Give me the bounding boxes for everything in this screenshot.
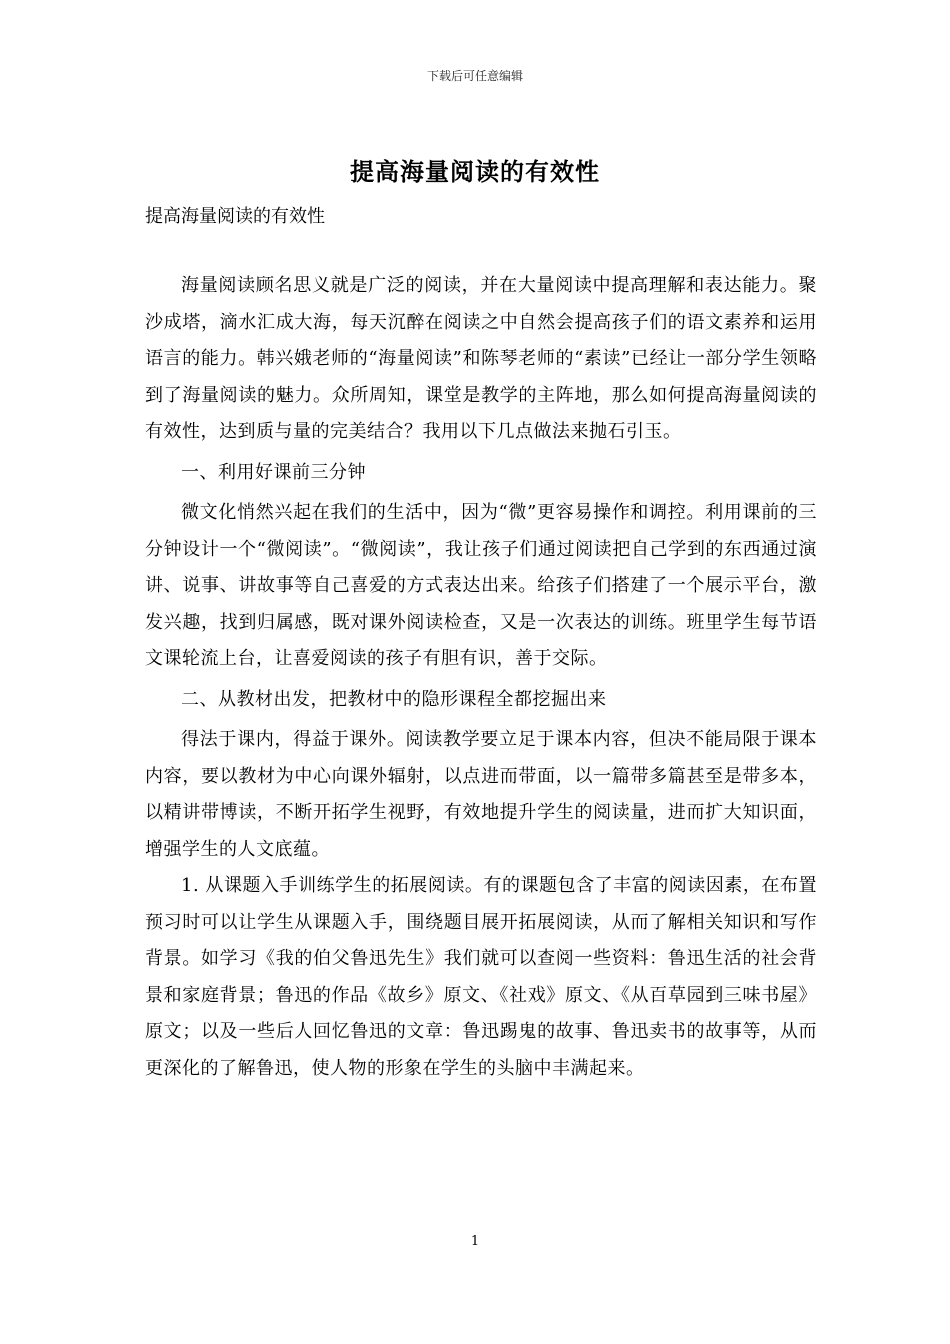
page-number: 1	[470, 1234, 480, 1249]
document-title: 提高海量阅读的有效性	[350, 157, 600, 186]
paragraph-section-1: 微文化悄然兴起在我们的生活中，因为“微”更容易操作和调控。利用课前的三分钟设计一个“微阅读”。“微阅读”，我让孩子们通过阅读把自己学到的东西通过演讲、说事、讲故事等自己喜爱的方式表达出来。给孩子们搭建了一个展示平台，激发兴趣，找到归属感，既对课外阅读检查，又是一次表达的训练。班里学生每节语文课轮流上台，让喜爱阅读的孩子有胆有识，善于交际。	[145, 502, 817, 669]
document-body	[145, 268, 817, 1087]
document-subtitle: 提高海量阅读的有效性	[145, 206, 325, 227]
paragraph-section-2: 得法于课内，得益于课外。阅读教学要立足于课本内容，但决不能局限于课本内容，要以教材为中心向课外辐射，以点进而带面，以一篇带多篇甚至是带多本，以精讲带博读，不断开拓学生视野，有效地提升学生的阅读量，进而扩大知识面，增强学生的人文底蕴。	[145, 729, 817, 860]
paragraph-point-1: 1. 从课题入手训练学生的拓展阅读。有的课题包含了丰富的阅读因素，在布置预习时可以让学生从课题入手，围绕题目展开拓展阅读，从而了解相关知识和写作背景。如学习《我的伯父鲁迅先生》我们就可以查阅一些资料：鲁迅生活的社会背景和家庭背景；鲁迅的作品《故乡》原文、《社戏》原文、《从百草园到三味书屋》原文；以及一些后人回忆鲁迅的文章：鲁迅踢鬼的故事、鲁迅卖书的故事等，从而更深化的了解鲁迅，使人物的形象在学生的头脑中丰满起来。	[145, 875, 817, 1079]
section-heading-1: 一、利用好课前三分钟	[181, 461, 366, 483]
page-header-note: 下载后可任意编辑	[426, 69, 523, 83]
section-heading-2: 二、从教材出发，把教材中的隐形课程全都挖掘出来	[181, 688, 607, 710]
paragraph-intro: 海量阅读顾名思义就是广泛的阅读，并在大量阅读中提高理解和表达能力。聚沙成塔，滴水汇成大海，每天沉醉在阅读之中自然会提高孩子们的语文素养和运用语言的能力。韩兴娥老师的“海量阅读”和陈琴老师的“素读”已经让一部分学生领略到了海量阅读的魅力。众所周知，课堂是教学的主阵地，那么如何提高海量阅读的有效性，达到质与量的完美结合？我用以下几点做法来抛石引玉。	[145, 275, 817, 442]
